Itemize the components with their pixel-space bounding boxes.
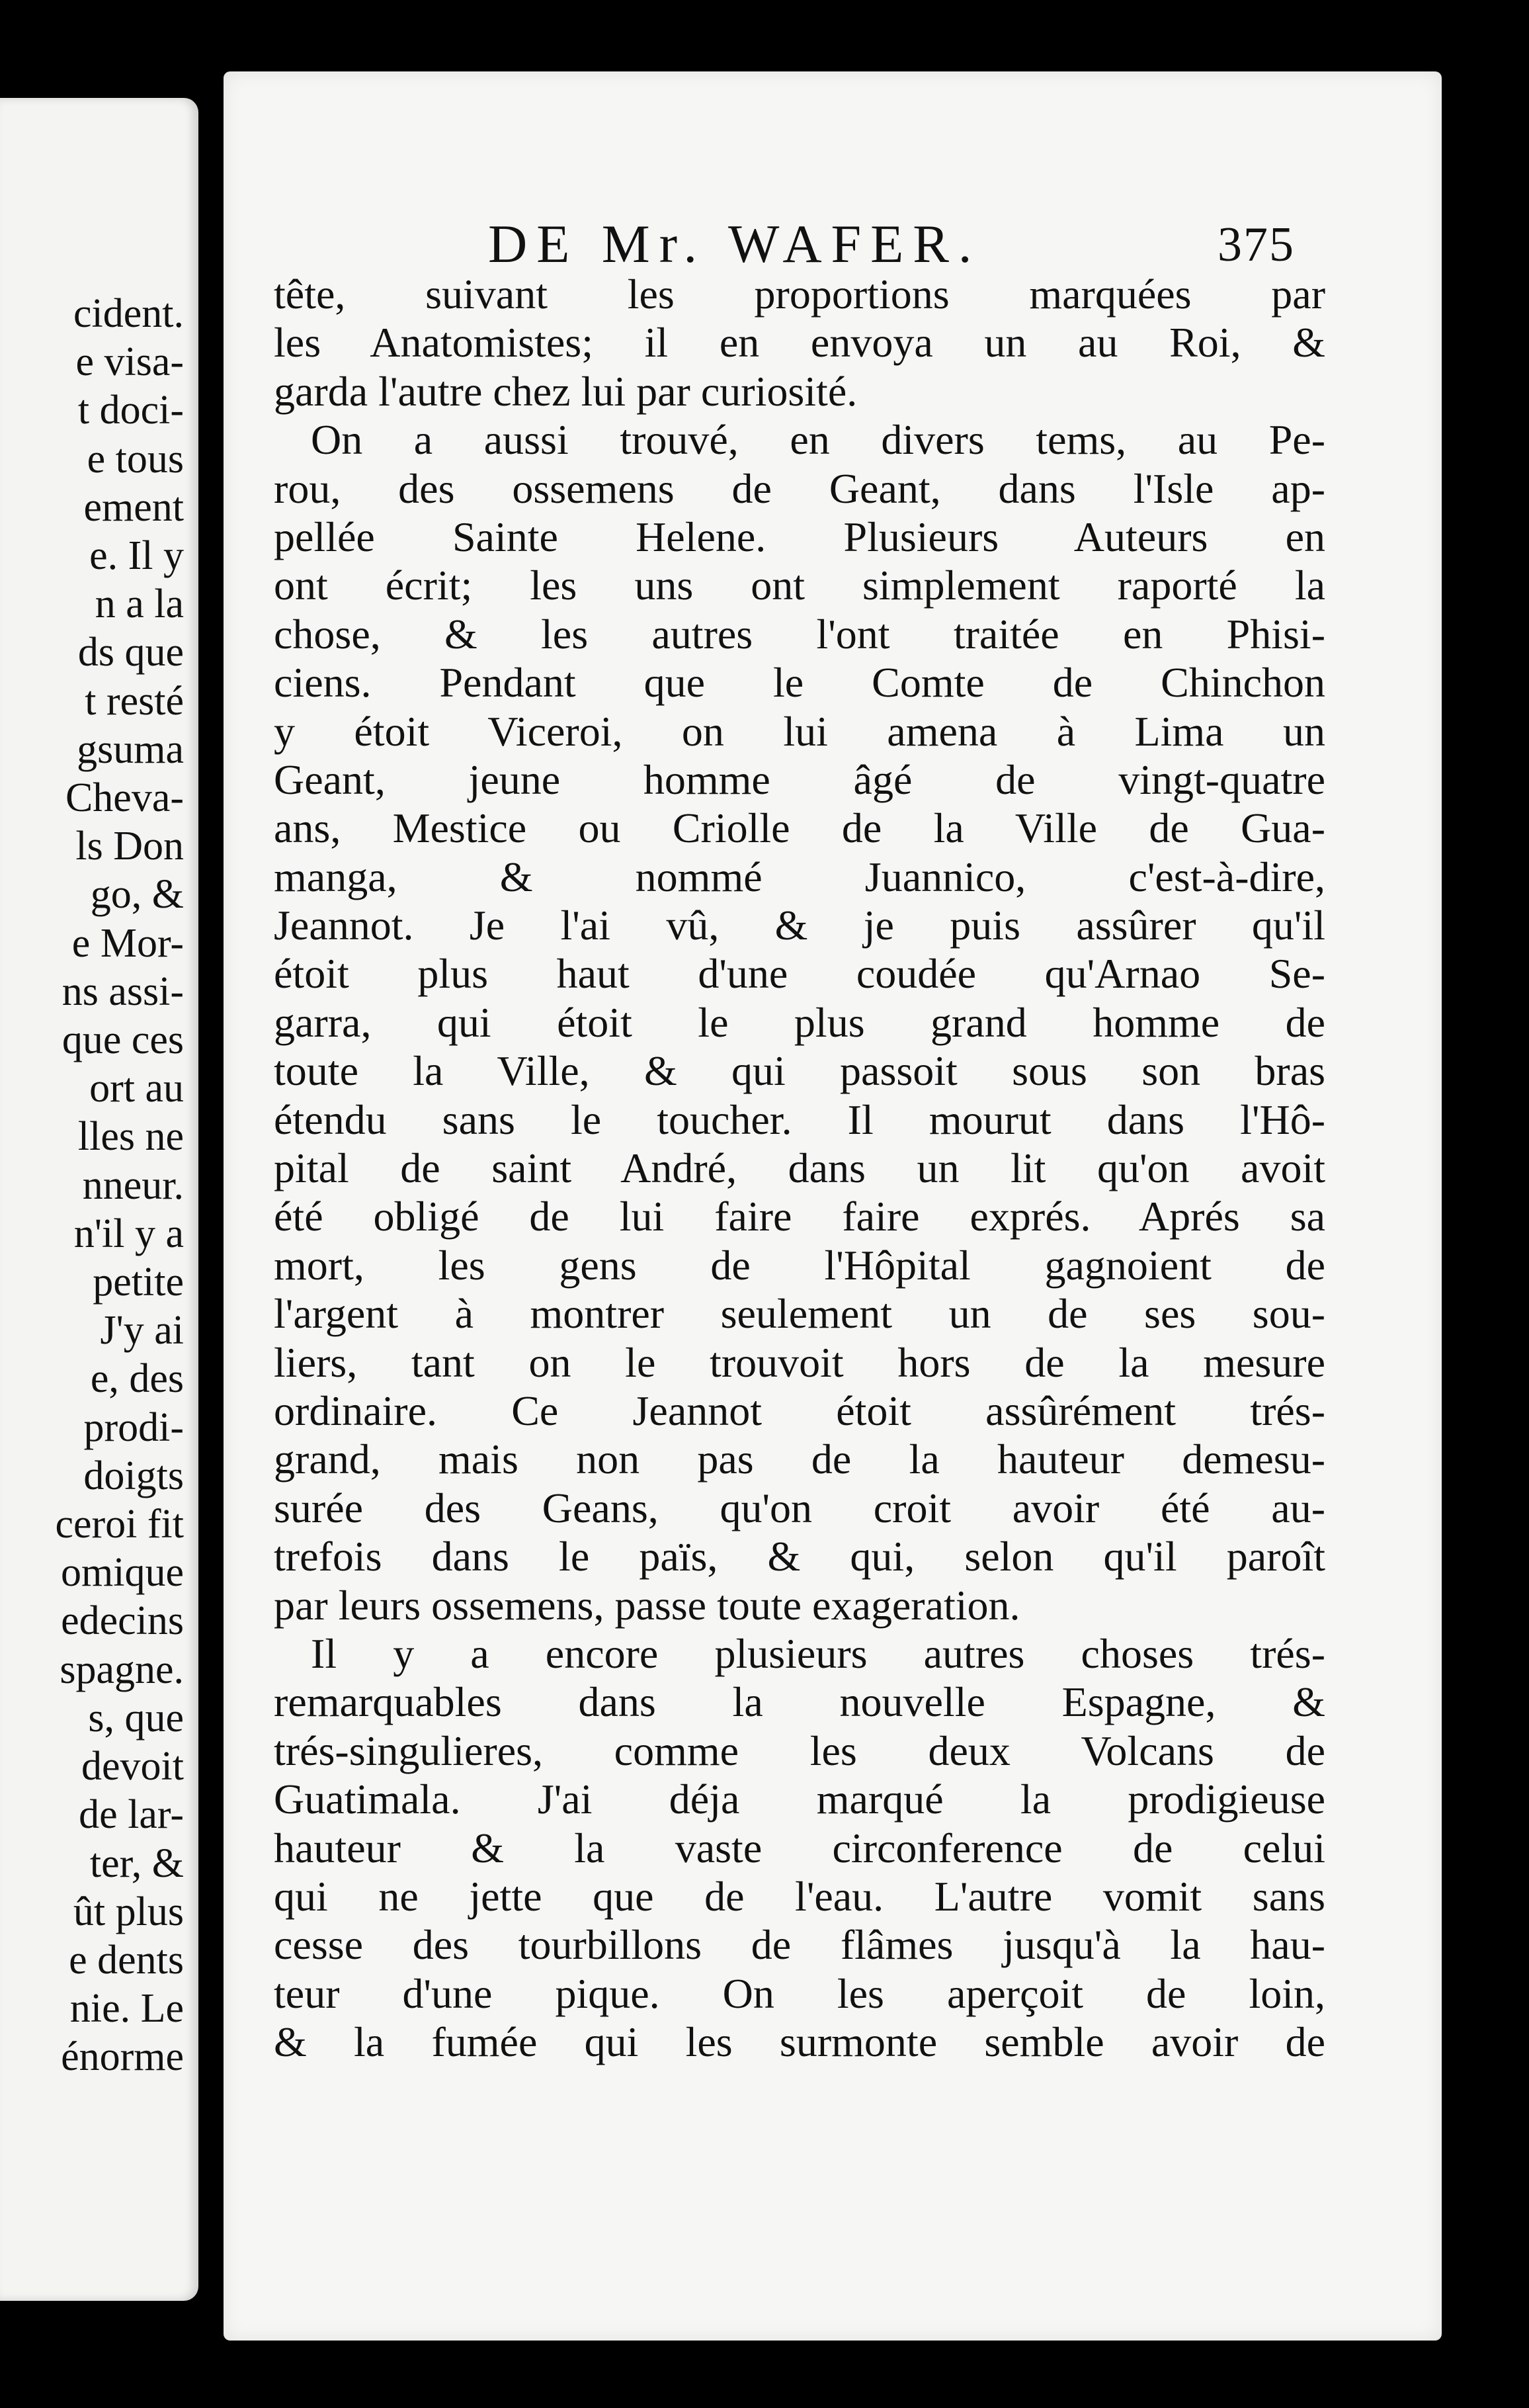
text-line: hauteur & la vaste circonference de celui	[274, 1824, 1325, 1871]
text-line: surée des Geans, qu'on croit avoir été au-	[274, 1484, 1325, 1531]
text-line: cesse des tourbillons de flâmes jusqu'à la hau-	[274, 1921, 1325, 1969]
text-line: n'il y a	[73, 1211, 184, 1256]
text-line: On a aussi trouvé, en divers tems, au Pe-	[311, 416, 1325, 464]
text-line: prodi-	[83, 1404, 184, 1450]
text-line: s, que	[88, 1695, 184, 1741]
text-line: Il y a encore plusieurs autres choses trés-	[311, 1629, 1325, 1677]
text-line: e tous	[87, 436, 184, 482]
text-line: e Mor-	[71, 920, 184, 966]
text-line: chose, & les autres l'ont traitée en Phisi-	[274, 610, 1325, 658]
text-line: tête, suivant les proportions marquées par	[274, 271, 1325, 318]
text-line: manga, & nommé Juannico, c'est-à-dire,	[274, 853, 1325, 900]
text-line: n a la	[95, 581, 184, 627]
text-line: t doci-	[77, 388, 184, 433]
text-line: rou, des ossemens de Geant, dans l'Isle ap-	[274, 464, 1325, 512]
text-line: pital de saint André, dans un lit qu'on avoit	[274, 1144, 1325, 1192]
text-line: remarquables dans la nouvelle Espagne, &	[274, 1678, 1325, 1726]
text-line: ût plus	[73, 1889, 184, 1934]
text-line: nneur.	[82, 1162, 184, 1208]
text-line: étendu sans le toucher. Il mourut dans l'Hô-	[274, 1096, 1325, 1143]
text-line: de lar-	[79, 1792, 184, 1838]
text-line: été obligé de lui faire faire exprés. Aprés sa	[274, 1193, 1325, 1240]
text-line: pellée Sainte Helene. Plusieurs Auteurs en	[274, 513, 1325, 560]
text-line: ans, Mestice ou Criolle de la Ville de Gua-	[274, 804, 1325, 852]
text-line: qui ne jette que de l'eau. L'autre vomit sans	[274, 1872, 1325, 1920]
text-line: grand, mais non pas de la hauteur demesu-	[274, 1436, 1325, 1483]
text-line: mort, les gens de l'Hôpital gagnoient de	[274, 1241, 1325, 1289]
running-title: DE Mr. WAFER.	[488, 214, 981, 274]
text-line: par leurs ossemens, passe toute exageration.	[274, 1581, 1020, 1629]
text-line: ement	[83, 484, 184, 530]
text-line: Guatimala. J'ai déja marqué la prodigieuse	[274, 1776, 1325, 1823]
text-line: l'argent à montrer seulement un de ses sou-	[274, 1290, 1325, 1338]
text-line: t resté	[85, 678, 184, 724]
text-line: go, &	[90, 872, 184, 918]
page-number: 375	[1218, 218, 1295, 272]
text-line: ceroi fit	[55, 1502, 184, 1547]
text-line: ns assi-	[62, 968, 184, 1014]
previous-page-fragment	[0, 98, 198, 2301]
text-line: garda l'autre chez lui par curiosité.	[274, 367, 858, 415]
text-line: garra, qui étoit le plus grand homme de	[274, 998, 1325, 1046]
previous-page-text	[55, 290, 184, 2082]
text-line: petite	[93, 1260, 184, 1305]
text-line: ter, &	[89, 1840, 184, 1886]
text-line: ciens. Pendant que le Comte de Chinchon	[274, 659, 1325, 707]
text-line: les Anatomistes; il en envoya un au Roi, &	[274, 319, 1325, 366]
text-line: spagne.	[60, 1647, 184, 1692]
text-line: teur d'une pique. On les aperçoit de loin,	[274, 1969, 1325, 2017]
text-line: gsuma	[77, 726, 184, 772]
text-line: J'y ai	[100, 1308, 184, 1354]
text-line: e dents	[69, 1937, 184, 1983]
text-line: e, des	[90, 1356, 184, 1402]
text-line: toute la Ville, & qui passoit sous son bras	[274, 1047, 1325, 1095]
text-line: ds que	[77, 630, 184, 675]
text-line: omique	[61, 1550, 184, 1596]
text-line: e. Il y	[89, 533, 184, 579]
text-line: y étoit Viceroi, on lui amena à Lima un	[274, 707, 1325, 755]
page-body-text	[274, 270, 1325, 2066]
text-line: Cheva-	[65, 775, 184, 821]
text-line: Jeannot. Je l'ai vû, & je puis assûrer qu'il	[274, 902, 1325, 949]
text-line: lles ne	[77, 1114, 184, 1160]
text-line: ordinaire. Ce Jeannot étoit assûrément trés-	[274, 1387, 1325, 1434]
text-line: ls Don	[75, 824, 184, 869]
book-page	[224, 71, 1442, 2341]
text-line: Geant, jeune homme âgé de vingt-quatre	[274, 755, 1325, 803]
text-line: doigts	[83, 1453, 184, 1498]
text-line: ort au	[89, 1066, 184, 1111]
text-line: nie. Le	[69, 1986, 184, 2032]
text-line: étoit plus haut d'une coudée qu'Arnao Se-	[274, 950, 1325, 998]
text-line: énorme	[61, 2034, 184, 2080]
text-line: e visa-	[75, 339, 184, 385]
text-line: & la fumée qui les surmonte semble avoir de	[274, 2018, 1325, 2066]
text-line: cident.	[73, 291, 184, 336]
text-line: que ces	[62, 1017, 184, 1063]
book-gutter	[198, 0, 225, 2408]
text-line: liers, tant on le trouvoit hors de la mesure	[274, 1338, 1325, 1386]
text-line: trefois dans le païs, & qui, selon qu'il paroît	[274, 1533, 1325, 1580]
text-line: devoit	[81, 1744, 184, 1789]
text-line: ont écrit; les uns ont simplement raporté la	[274, 562, 1325, 609]
text-line: trés-singulieres, comme les deux Volcans de	[274, 1727, 1325, 1774]
text-line: edecins	[61, 1598, 184, 1644]
